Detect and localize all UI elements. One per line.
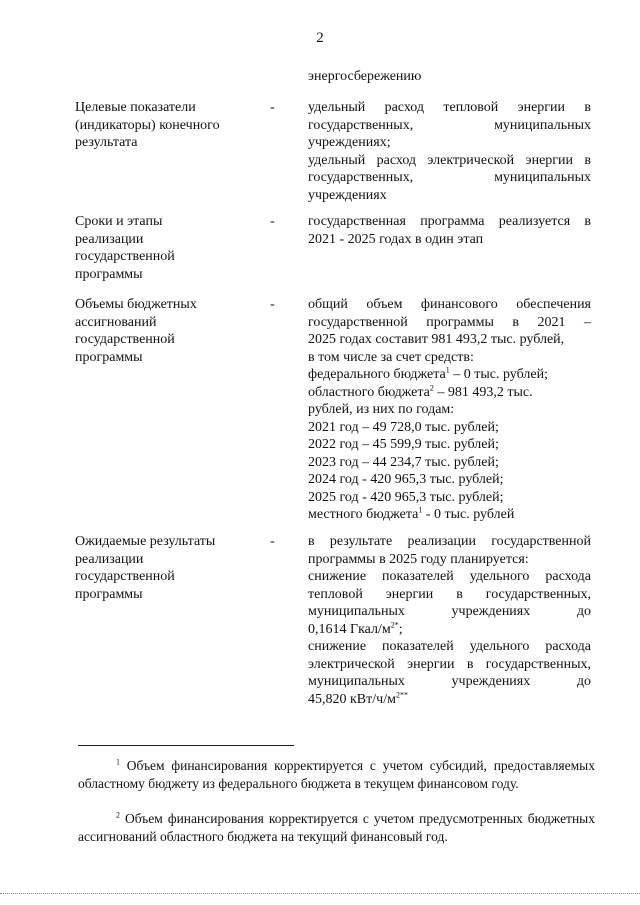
row-label: Целевые показатели (индикаторы) конечного результата xyxy=(75,100,220,150)
regional-budget-line: областного бюджета$^2$ – 981 493,2 тыс. xyxy=(308,382,533,400)
row-dash: - xyxy=(270,100,275,115)
row-label: Ожидаемые результаты реализации государственной программы xyxy=(75,534,216,602)
continuation-text: энергосбережению xyxy=(308,69,422,84)
footnote-marker: 1 xyxy=(116,757,120,767)
local-budget-line: местного бюджета$^1$ - 0 тыс. рублей xyxy=(308,505,515,522)
page-bottom-edge xyxy=(0,893,640,894)
heat-target-line: 0,1614 Гкал/$м^{2*}$; xyxy=(308,619,403,637)
footnote-separator xyxy=(78,745,294,746)
footnote-text: Объем финансирования корректируется с учетом предусмотренных бюджетных ассигнований областного бюджета на текущий финансовый год. xyxy=(78,811,595,844)
row-value: в результате реализации государственной программы в 2025 году планируется: снижение показателей удельного расхода тепловой энергии в государственных, муниципальных учреждениях до 0,1614 Гкал/$м^{2*}$; снижение показателей удельного расхода электрической энергии в государственных, муниципальных учреждениях до 45,820 кВт/$ч/м^{2**}$ xyxy=(308,534,591,707)
page-number: 2 xyxy=(316,30,324,46)
row-value: государственная программа реализуется в 2021 - 2025 годах в один этап xyxy=(308,214,591,247)
row-dash: - xyxy=(270,214,275,229)
footnote-text: Объем финансирования корректируется с учетом субсидий, предоставляемых областному бюджету из федерального бюджета в текущем финансовом году. xyxy=(78,758,595,791)
footnote-marker: 2 xyxy=(116,810,120,820)
row-value: общий объем финансового обеспечения государственной программы в 2021 – 2025 годах составит 981 493,2 тыс. рублей, в том числе за счет средств: федерального бюджета$^1$ – 0 тыс. рублей; областного бюджета$^2$ – 981 493,2 тыс. рублей, из них по годам: 2021 год – 49 728,0 тыс. рублей; 2022 год – 45 599,9 тыс. рублей; 2023 год – 44 234,7 тыс. рублей; 2024 год - 420 965,3 тыс. рублей; 2025 год - 420 965,3 тыс. рублей; местного бюджета$^1$ - 0 тыс. рублей xyxy=(308,297,591,522)
row-dash: - xyxy=(270,297,275,312)
row-value: удельный расход тепловой энергии в государственных, муниципальных учреждениях; удельный расход электрической энергии в государственных, муниципальных учреждениях xyxy=(308,100,591,203)
federal-budget-line: федерального бюджета$^1$ – 0 тыс. рублей; xyxy=(308,365,548,382)
row-dash: - xyxy=(270,534,275,549)
row-label: Сроки и этапы реализации государственной программы xyxy=(75,214,175,282)
row-label: Объемы бюджетных ассигнований государственной программы xyxy=(75,297,197,365)
footnote-2 xyxy=(78,810,595,845)
electric-target-line: 45,820 кВт/$ч/м^{2**}$ xyxy=(308,689,408,707)
footnote-1 xyxy=(78,757,595,792)
